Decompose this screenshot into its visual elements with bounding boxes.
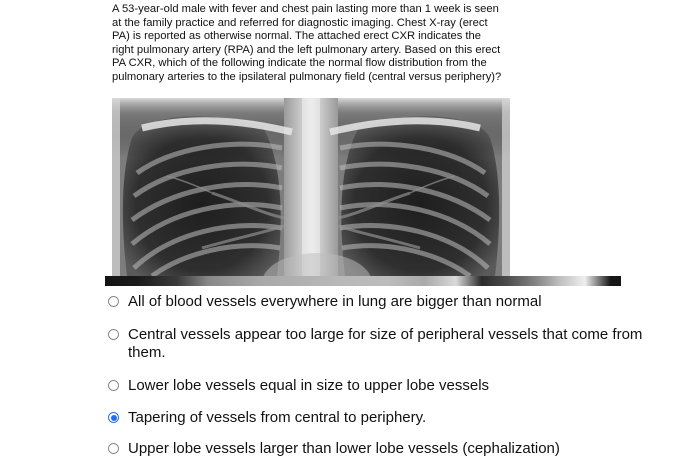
option-label: Lower lobe vessels equal in size to upper lobe vessels (128, 377, 490, 394)
radio-button[interactable] (108, 380, 119, 391)
chest-xray-image (112, 98, 510, 276)
xray-illustration (112, 98, 510, 276)
option-label: All of blood vessels everywhere in lung are bigger than normal (128, 293, 542, 310)
question-text: A 53-year-old male with fever and chest pain lasting more than 1 week is seen at the family practice and referred for diagnostic imaging. Chest X-ray (erect PA) is reported as otherwise normal. The attached erect CXR indicates the right pulmonary artery (RPA) and the left pulmonary artery. Based on this erect PA CXR, which of the following indicate the normal flow distribution from the pulmonary arteries to the ipsilateral pulmonary field (central versus periphery)? (112, 3, 502, 83)
option-2[interactable] (108, 326, 668, 362)
option-4[interactable] (108, 409, 668, 427)
radio-button[interactable] (108, 443, 119, 454)
radio-button-selected[interactable] (108, 412, 119, 423)
option-1[interactable] (108, 293, 668, 311)
radio-button[interactable] (108, 296, 119, 307)
option-3[interactable] (108, 377, 668, 395)
option-label: Tapering of vessels from central to periphery. (128, 409, 427, 426)
option-label: Upper lobe vessels larger than lower lobe vessels (cephalization) (128, 440, 560, 457)
option-5[interactable] (108, 440, 668, 458)
radio-button[interactable] (108, 329, 119, 340)
option-label: Central vessels appear too large for size of peripheral vessels that come from them. (128, 326, 643, 361)
grayscale-strip (105, 276, 621, 286)
